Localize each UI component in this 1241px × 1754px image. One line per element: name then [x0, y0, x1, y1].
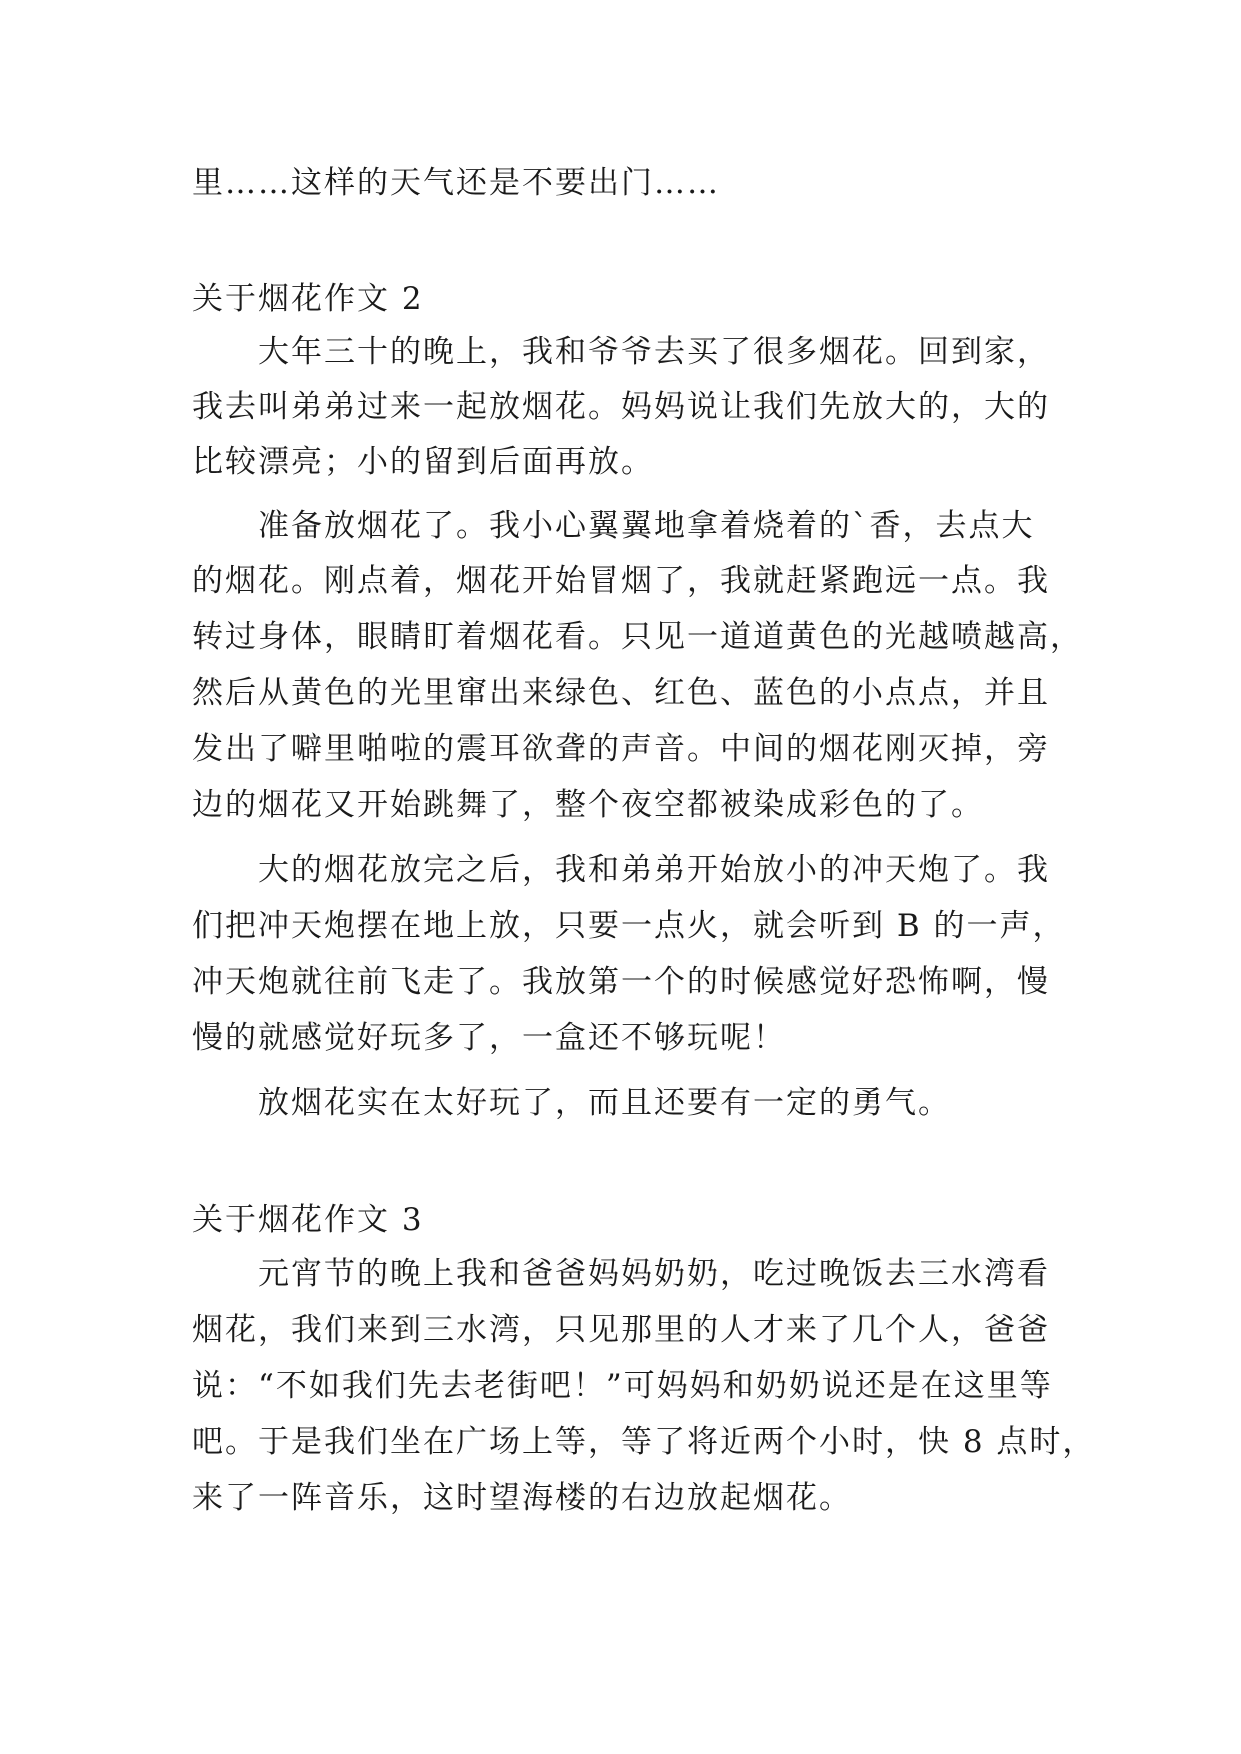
text-line: 大的烟花放完之后，我和弟弟开始放小的冲天炮了。我: [258, 852, 1050, 888]
section-heading: 关于烟花作文 3: [192, 1202, 424, 1238]
text-line: 吧。于是我们坐在广场上等，等了将近两个小时，快 8 点时，: [192, 1424, 1096, 1460]
text-line: 放烟花实在太好玩了，而且还要有一定的勇气。: [258, 1085, 951, 1121]
text-line: 发出了噼里啪啦的震耳欲聋的声音。中间的烟花刚灭掉，旁: [192, 731, 1050, 767]
text-line: 准备放烟花了。我小心翼翼地拿着烧着的`香，去点大: [258, 508, 1035, 544]
text-line: 我去叫弟弟过来一起放烟花。妈妈说让我们先放大的，大的: [192, 389, 1050, 425]
text-line: 说：“不如我们先去老街吧！”可妈妈和奶奶说还是在这里等: [192, 1368, 1053, 1404]
text-line: 的烟花。刚点着，烟花开始冒烟了，我就赶紧跑远一点。我: [192, 563, 1050, 599]
text-line: 们把冲天炮摆在地上放，只要一点火，就会听到 B 的一声，: [192, 908, 1066, 944]
text-line: 烟花，我们来到三水湾，只见那里的人才来了几个人，爸爸: [192, 1312, 1050, 1348]
text-line: 大年三十的晚上，我和爷爷去买了很多烟花。回到家，: [258, 334, 1050, 370]
text-line: 然后从黄色的光里窜出来绿色、红色、蓝色的小点点，并且: [192, 675, 1050, 711]
text-line: 慢的就感觉好玩多了，一盒还不够玩呢！: [192, 1020, 786, 1056]
text-line: 转过身体，眼睛盯着烟花看。只见一道道黄色的光越喷越高，: [192, 619, 1083, 655]
text-line: 冲天炮就往前飞走了。我放第一个的时候感觉好恐怖啊，慢: [192, 964, 1050, 1000]
text-line: 里……这样的天气还是不要出门……: [192, 165, 720, 201]
text-line: 比较漂亮；小的留到后面再放。: [192, 444, 654, 480]
text-line: 边的烟花又开始跳舞了，整个夜空都被染成彩色的了。: [192, 787, 984, 823]
text-line: 元宵节的晚上我和爸爸妈妈奶奶，吃过晚饭去三水湾看: [258, 1256, 1050, 1292]
text-line: 来了一阵音乐，这时望海楼的右边放起烟花。: [192, 1480, 852, 1516]
section-heading: 关于烟花作文 2: [192, 281, 424, 317]
